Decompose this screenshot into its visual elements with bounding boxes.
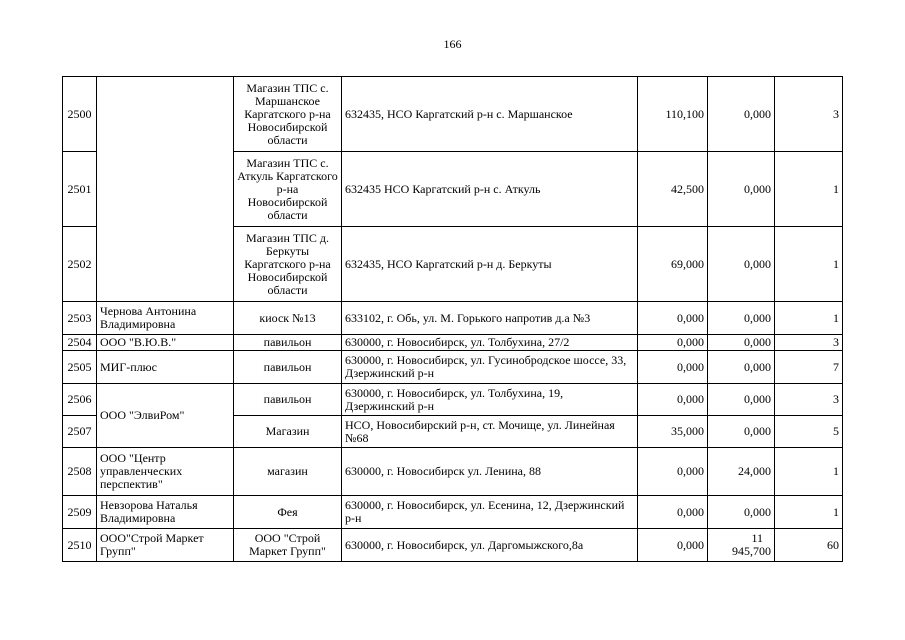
object-name: павильон <box>234 351 342 384</box>
owner-name: МИГ-плюс <box>97 351 234 384</box>
owner-name: ООО"Строй Маркет Групп" <box>97 529 234 562</box>
value-1: 0,000 <box>638 335 708 351</box>
row-number: 2507 <box>63 416 97 448</box>
object-name: Магазин <box>234 416 342 448</box>
quantity: 3 <box>775 384 843 416</box>
object-address: 633102, г. Обь, ул. М. Горького напротив д.а №3 <box>342 302 638 335</box>
value-1: 35,000 <box>638 416 708 448</box>
object-name: павильон <box>234 335 342 351</box>
page-number: 166 <box>443 37 462 51</box>
table-row <box>63 448 843 496</box>
object-name: Магазин ТПС с. Аткуль Каргатского р-на Новосибирской области <box>234 152 342 227</box>
object-address: НСО, Новосибирский р-н, ст. Мочище, ул. Линейная №68 <box>342 416 638 448</box>
owner-name: Невзорова Наталья Владимировна <box>97 496 234 529</box>
row-number: 2502 <box>63 227 97 302</box>
row-number: 2508 <box>63 448 97 496</box>
quantity: 1 <box>775 152 843 227</box>
value-1: 0,000 <box>638 302 708 335</box>
object-name: киоск №13 <box>234 302 342 335</box>
row-number: 2505 <box>63 351 97 384</box>
value-2: 0,000 <box>708 335 775 351</box>
owner-name: Чернова Антонина Владимировна <box>97 302 234 335</box>
object-name: Фея <box>234 496 342 529</box>
object-address: 630000, г. Новосибирск, ул. Толбухина, 19, Дзержинский р-н <box>342 384 638 416</box>
object-address: 632435, НСО Каргатский р-н с. Маршанское <box>342 77 638 152</box>
table-row <box>63 302 843 335</box>
value-1: 42,500 <box>638 152 708 227</box>
value-2: 0,000 <box>708 152 775 227</box>
value-2-line-1: 11 <box>751 531 763 545</box>
object-address: 630000, г. Новосибирск, ул. Есенина, 12, Дзержинский р-н <box>342 496 638 529</box>
quantity: 7 <box>775 351 843 384</box>
quantity: 1 <box>775 227 843 302</box>
value-2: 0,000 <box>708 384 775 416</box>
quantity: 1 <box>775 302 843 335</box>
quantity: 1 <box>775 448 843 496</box>
object-name: Магазин ТПС с. Маршанское Каргатского р-на Новосибирской области <box>234 77 342 152</box>
table-row <box>63 335 843 351</box>
table-row <box>63 496 843 529</box>
object-address: 632435, НСО Каргатский р-н д. Беркуты <box>342 227 638 302</box>
quantity: 3 <box>775 77 843 152</box>
object-address: 630000, г. Новосибирск, ул. Гусинобродское шоссе, 33, Дзержинский р-н <box>342 351 638 384</box>
table-row <box>63 351 843 384</box>
object-name: павильон <box>234 384 342 416</box>
value-1: 0,000 <box>638 448 708 496</box>
value-2: 0,000 <box>708 351 775 384</box>
row-number: 2501 <box>63 152 97 227</box>
table-row <box>63 384 843 416</box>
row-number: 2504 <box>63 335 97 351</box>
row-number: 2500 <box>63 77 97 152</box>
owner-name: ООО "ЭлвиРом" <box>97 384 234 448</box>
owner-name: ООО "Центр управленческих перспектив" <box>97 448 234 496</box>
value-2: 0,000 <box>708 77 775 152</box>
row-number: 2509 <box>63 496 97 529</box>
value-1: 0,000 <box>638 496 708 529</box>
value-1: 0,000 <box>638 384 708 416</box>
row-number: 2510 <box>63 529 97 562</box>
table-row <box>63 77 843 152</box>
object-name: магазин <box>234 448 342 496</box>
object-name: Магазин ТПС д. Беркуты Каргатского р-на Новосибирской области <box>234 227 342 302</box>
row-number: 2506 <box>63 384 97 416</box>
registry-table <box>62 76 843 562</box>
value-2: 24,000 <box>708 448 775 496</box>
row-number: 2503 <box>63 302 97 335</box>
value-1: 110,100 <box>638 77 708 152</box>
quantity: 3 <box>775 335 843 351</box>
value-2-line-2: 945,700 <box>732 544 771 558</box>
quantity: 60 <box>775 529 843 562</box>
object-address: 630000, г. Новосибирск, ул. Толбухина, 27/2 <box>342 335 638 351</box>
value-2 <box>708 529 775 562</box>
value-1: 69,000 <box>638 227 708 302</box>
quantity: 5 <box>775 416 843 448</box>
value-2: 0,000 <box>708 416 775 448</box>
value-1: 0,000 <box>638 529 708 562</box>
object-address: 632435 НСО Каргатский р-н с. Аткуль <box>342 152 638 227</box>
quantity: 1 <box>775 496 843 529</box>
value-2: 0,000 <box>708 496 775 529</box>
object-name: ООО "Строй Маркет Групп" <box>234 529 342 562</box>
value-1: 0,000 <box>638 351 708 384</box>
value-2: 0,000 <box>708 302 775 335</box>
object-address: 630000, г. Новосибирск ул. Ленина, 88 <box>342 448 638 496</box>
table-row <box>63 529 843 562</box>
value-2: 0,000 <box>708 227 775 302</box>
owner-name: ООО "В.Ю.В." <box>97 335 234 351</box>
owner-cell-empty <box>97 77 234 302</box>
object-address: 630000, г. Новосибирск, ул. Даргомыжского,8а <box>342 529 638 562</box>
